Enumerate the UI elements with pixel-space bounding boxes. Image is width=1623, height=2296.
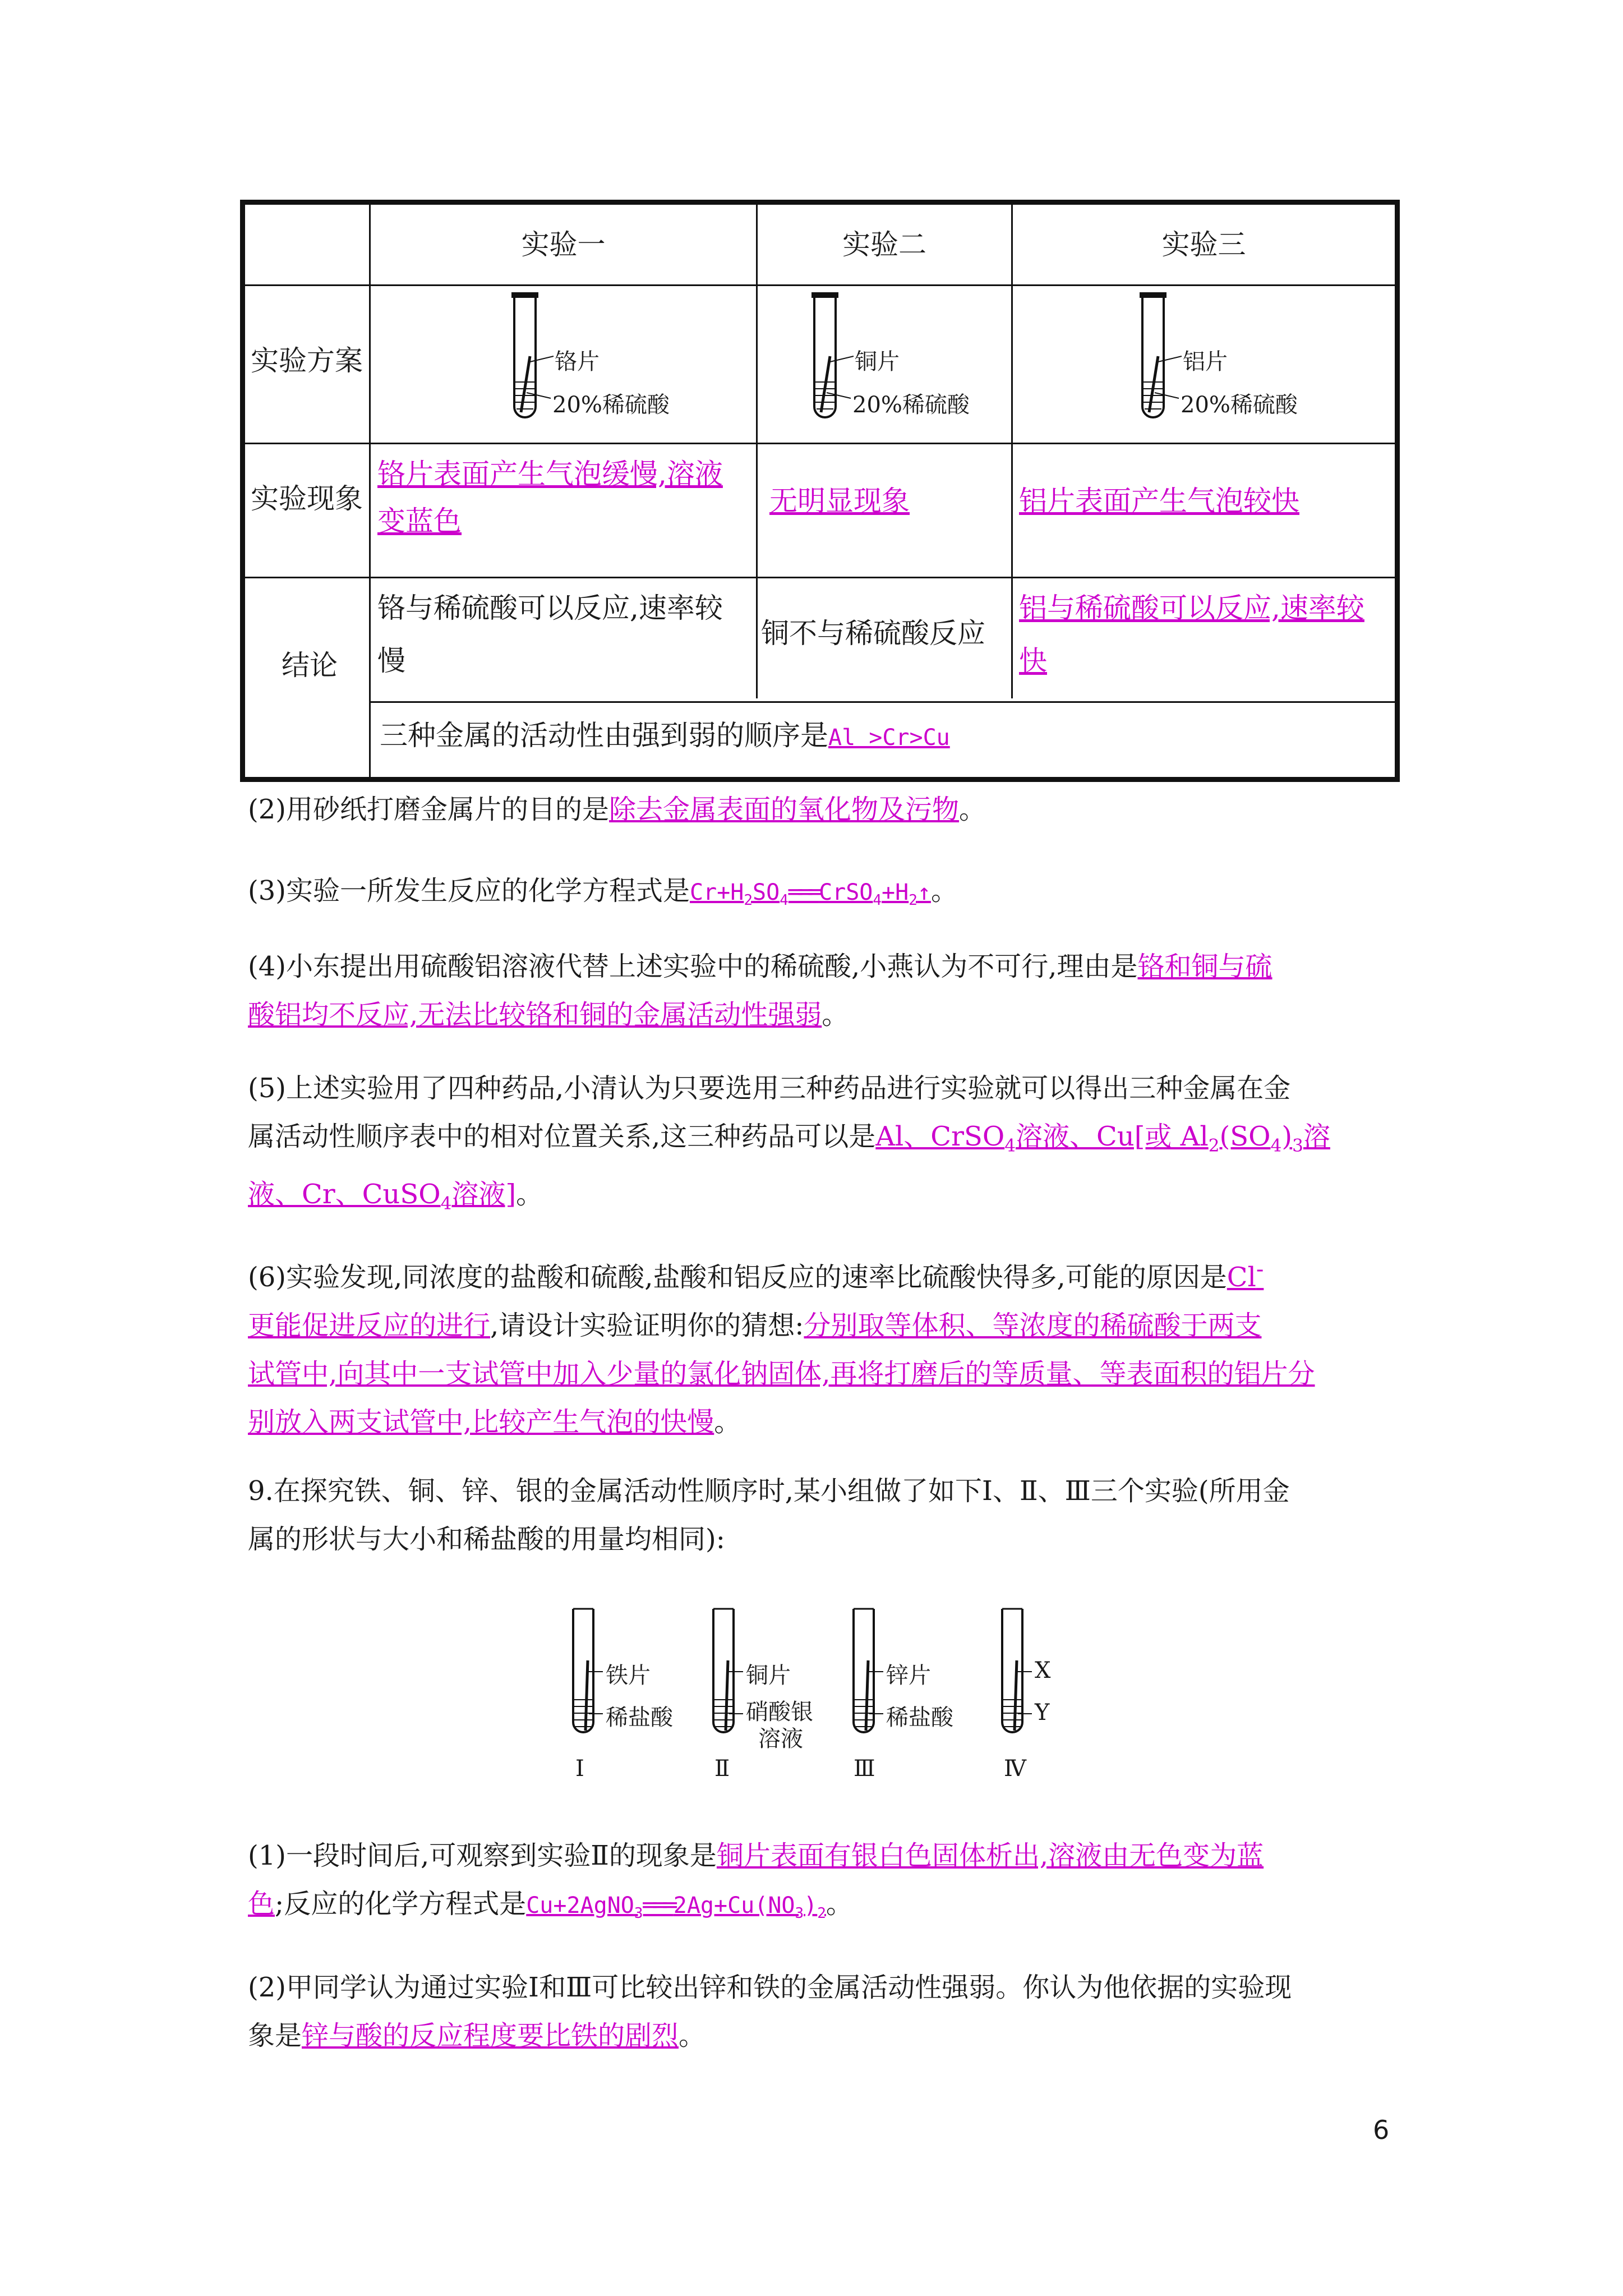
q5-answer: Al、CrSO$_4$溶液、Cu[或 $Al_2(SO_4)_3$溶 [875, 1121, 1330, 1156]
fig-tube2-bottom: 硝酸银 [746, 1699, 813, 1725]
q6-answer-3: 分别取等体积、等浓度的稀硫酸于两支 [804, 1310, 1262, 1341]
row-label-plan: 实验方案 [251, 344, 363, 377]
question-9-2 [248, 1963, 1392, 2060]
q6-answer-2: 更能促进反应的进行 [248, 1310, 491, 1341]
q6-end: 。 [714, 1406, 741, 1438]
experiment-figure [561, 1604, 1099, 1795]
header-exp2: 实验二 [842, 228, 926, 261]
q9-1-text-2: ;反应的化学方程式是 [275, 1888, 527, 1920]
q5-end: 。 [516, 1178, 543, 1210]
fig-tube2-numeral: Ⅱ [714, 1756, 730, 1782]
q4-end: 。 [822, 999, 849, 1030]
q3-text: (3)实验一所发生反应的化学方程式是 [248, 875, 690, 907]
q9-1-equation: $Cu+2AgNO_3═══2Ag+Cu(NO_3)_2$ [526, 1893, 826, 1922]
fig-tube1-top: 铁片 [606, 1663, 651, 1688]
conclusion-exp2: 铜不与稀硫酸反应 [761, 617, 985, 650]
q9-2-line-2: 象是 [248, 2020, 302, 2051]
q9-2-answer: 锌与酸的反应程度要比铁的剧烈 [302, 2020, 679, 2051]
tube-acid-3: 20%稀硫酸 [1181, 392, 1298, 418]
q2-answer: 除去金属表面的氧化物及污物 [609, 794, 960, 825]
q6-answer-1: Cl- [1227, 1257, 1264, 1293]
row-label-conclusion: 结论 [282, 649, 338, 682]
q9-1-answer-1: 铜片表面有银白色固体析出,溶液由无色变为蓝 [716, 1840, 1264, 1871]
phenomenon-exp3-answer: 铝片表面产生气泡较快 [1019, 485, 1299, 517]
q9-2-end: 。 [679, 2020, 706, 2051]
fig-tube3-numeral: Ⅲ [854, 1756, 875, 1782]
phenomenon-exp1 [377, 450, 748, 545]
q9-line-1: 9.在探究铁、铜、锌、银的金属活动性顺序时,某小组做了如下Ⅰ、Ⅱ、Ⅲ三个实验(所用金 [248, 1475, 1290, 1507]
fig-tube2-top: 铜片 [746, 1663, 791, 1688]
q2-end: 。 [959, 794, 986, 825]
activity-order [380, 710, 950, 763]
question-9 [248, 1467, 1392, 1563]
q6-text-2: ,请设计实验证明你的猜想: [490, 1310, 804, 1341]
activity-order-prefix: 三种金属的活动性由强到弱的顺序是 [380, 719, 828, 752]
experiment-table [240, 200, 1400, 782]
activity-order-answer: Al >Cr>Cu [828, 725, 950, 751]
q5-line-1: (5)上述实验用了四种药品,小清认为只要选用三种药品进行实验就可以得出三种金属在金 [248, 1073, 1291, 1104]
q6-text-1: (6)实验发现,同浓度的盐酸和硫酸,盐酸和铝反应的速率比硫酸快得多,可能的原因是 [248, 1262, 1227, 1293]
q4-answer-1: 铬和铜与硫 [1137, 951, 1272, 982]
phenomenon-exp2 [769, 475, 910, 527]
row-label-phenomenon: 实验现象 [251, 482, 363, 515]
header-exp1: 实验一 [521, 228, 606, 261]
conclusion-exp1: 铬与稀硫酸可以反应,速率较慢 [377, 592, 723, 677]
q9-2-line-1: (2)甲同学认为通过实验Ⅰ和Ⅲ可比较出锌和铁的金属活动性强弱。你认为他依据的实验现 [248, 1972, 1292, 2003]
q3-equation: $Cr+H_2SO_4═══CrSO_4+H_2↑$ [690, 880, 931, 909]
question-4 [248, 942, 1392, 1039]
q9-1-end: 。 [826, 1888, 853, 1920]
phenomenon-exp1-answer: 铬片表面产生气泡缓慢,溶液变蓝色 [377, 458, 723, 537]
q6-answer-4: 试管中,向其中一支试管中加入少量的氯化钠固体,再将打磨后的等质量、等表面积的铝片分 [248, 1358, 1315, 1389]
fig-tube1-bottom: 稀盐酸 [606, 1705, 673, 1731]
question-6 [248, 1245, 1392, 1446]
q3-end: 。 [930, 875, 958, 907]
tube-metal-chromium: 铬片 [555, 349, 600, 375]
question-9-1 [248, 1832, 1392, 1938]
q9-1-answer-2: 色 [248, 1888, 275, 1920]
fig-tube3-top: 锌片 [886, 1663, 931, 1688]
fig-tube3-bottom: 稀盐酸 [886, 1705, 953, 1731]
tube-acid-2: 20%稀硫酸 [852, 392, 970, 418]
fig-tube4-numeral: Ⅳ [1004, 1756, 1026, 1782]
phenomenon-exp2-answer: 无明显现象 [769, 485, 910, 517]
phenomenon-exp3 [1019, 475, 1299, 527]
q6-answer-5: 别放入两支试管中,比较产生气泡的快慢 [248, 1406, 714, 1438]
q9-line-2: 属的形状与大小和稀盐酸的用量均相同): [248, 1524, 725, 1555]
q5-answer-cont: 液、Cr、CuSO$_4$溶液] [248, 1178, 517, 1214]
fig-tube1-numeral: Ⅰ [575, 1756, 584, 1782]
fig-tube2-bottom2: 溶液 [758, 1726, 803, 1752]
question-5 [248, 1064, 1392, 1227]
q4-answer-2: 酸铝均不反应,无法比较铬和铜的金属活动性强弱 [248, 999, 822, 1030]
question-3 [248, 867, 1392, 924]
tube-metal-copper: 铜片 [855, 349, 900, 375]
q5-line-2: 属活动性顺序表中的相对位置关系,这三种药品可以是 [248, 1121, 876, 1152]
fig-tube4-bottom: Y [1035, 1700, 1050, 1726]
page-number: 6 [1373, 2115, 1390, 2145]
conclusion-exp3 [1019, 582, 1384, 687]
tube-acid-1: 20%稀硫酸 [552, 392, 670, 418]
q2-text: (2)用砂纸打磨金属片的目的是 [248, 794, 609, 825]
question-2 [248, 785, 1392, 834]
tube-metal-aluminum: 铝片 [1183, 349, 1228, 375]
fig-tube4-top: X [1035, 1658, 1051, 1683]
conclusion-exp3-answer: 铝与稀硫酸可以反应,速率较快 [1019, 592, 1364, 677]
q9-1-text: (1)一段时间后,可观察到实验Ⅱ的现象是 [248, 1840, 717, 1871]
header-exp3: 实验三 [1161, 228, 1246, 261]
q4-text: (4)小东提出用硫酸铝溶液代替上述实验中的稀硫酸,小燕认为不可行,理由是 [248, 951, 1138, 982]
